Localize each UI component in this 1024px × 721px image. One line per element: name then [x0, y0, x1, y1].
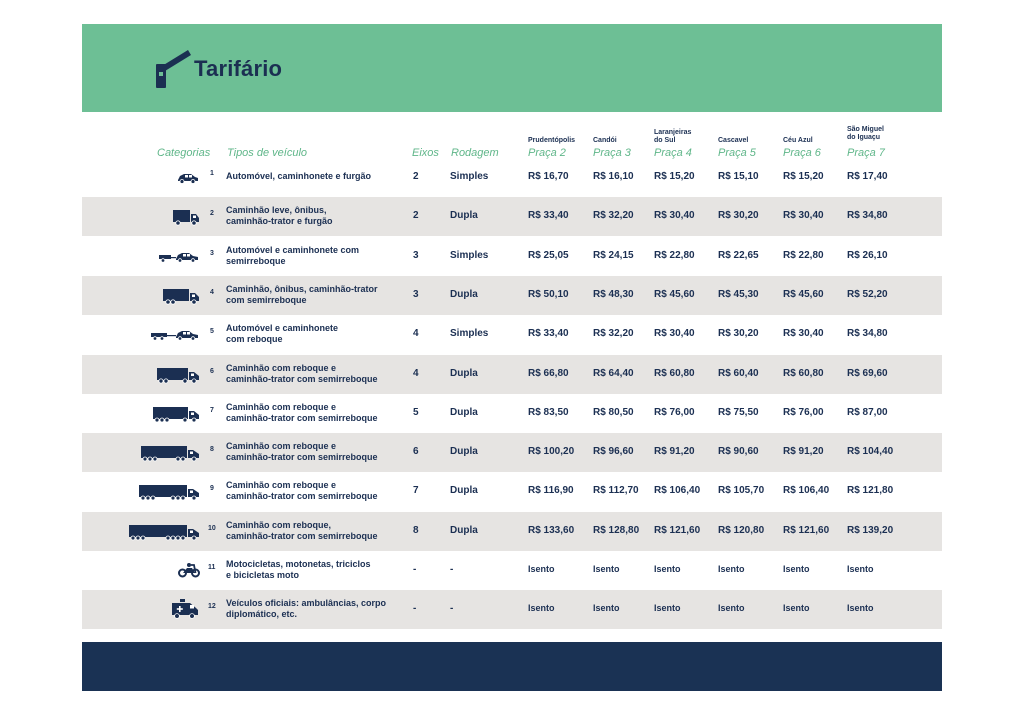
vehicle-description-line: Caminhão com reboque e: [226, 480, 337, 490]
rodagem-value: Dupla: [450, 525, 478, 536]
price-cell: Isento: [718, 564, 745, 574]
praca-city-label: Prudentópolis: [528, 137, 576, 144]
price-cell: R$ 90,60: [718, 446, 759, 457]
eixos-value: 3: [413, 250, 419, 261]
price-cell: R$ 15,10: [718, 171, 759, 182]
price-cell: Isento: [847, 603, 874, 613]
vehicle-description-line: Motocicletas, motonetas, triciclos: [226, 559, 371, 569]
col-rodagem: Rodagem: [451, 147, 499, 159]
eixos-value: 7: [413, 485, 419, 496]
price-cell: R$ 45,60: [654, 289, 695, 300]
vehicle-description-line: caminhão-trator com semirreboque: [226, 531, 378, 541]
price-cell: R$ 106,40: [783, 485, 830, 496]
price-cell: R$ 26,10: [847, 250, 888, 261]
price-cell: R$ 22,65: [718, 250, 759, 261]
vehicle-description-line: Veículos oficiais: ambulâncias, corpo: [226, 598, 387, 608]
price-cell: R$ 83,50: [528, 407, 569, 418]
vehicle-description: [226, 363, 411, 385]
car-icon: [176, 171, 200, 189]
vehicle-description-line: caminhão-trator e furgão: [226, 216, 333, 226]
praca-city-label: Candói: [593, 137, 617, 144]
table-row: [82, 472, 942, 511]
col-tipos-veiculo: Tipos de veículo: [227, 147, 308, 159]
price-cell: R$ 32,20: [593, 210, 634, 221]
price-cell: R$ 96,60: [593, 446, 634, 457]
eixos-value: 2: [413, 171, 419, 182]
price-cell: R$ 116,90: [528, 485, 574, 496]
vehicle-description-line: Caminhão com reboque e: [226, 441, 337, 451]
price-cell: R$ 33,40: [528, 210, 569, 221]
eixos-value: -: [413, 564, 417, 575]
eixos-value: 6: [413, 446, 419, 457]
rodagem-value: -: [450, 564, 454, 575]
page-title: Tarifário: [194, 56, 283, 81]
price-cell: R$ 34,80: [847, 210, 888, 221]
price-cell: R$ 52,20: [847, 289, 888, 300]
price-cell: R$ 112,70: [593, 485, 639, 496]
price-cell: R$ 30,40: [654, 328, 695, 339]
col-praca: Praça 4: [654, 147, 692, 159]
price-cell: R$ 100,20: [528, 446, 575, 457]
vehicle-description-line: Automóvel e caminhonete: [226, 323, 339, 333]
price-cell: R$ 87,00: [847, 407, 888, 418]
praca-city-label: Céu Azul: [783, 137, 813, 144]
vehicle-description: [226, 559, 411, 581]
price-cell: R$ 30,20: [718, 210, 759, 221]
price-cell: R$ 34,80: [847, 328, 888, 339]
category-number: 5: [210, 328, 214, 335]
price-cell: R$ 16,10: [593, 171, 634, 182]
rodagem-value: Dupla: [450, 289, 478, 300]
category-number: 10: [208, 525, 216, 532]
price-cell: R$ 76,00: [654, 407, 695, 418]
price-cell: R$ 32,20: [593, 328, 634, 339]
table-row: [82, 433, 942, 472]
price-cell: R$ 15,20: [654, 171, 695, 182]
ambulance-icon: [170, 599, 200, 624]
table-row: [82, 197, 942, 236]
price-cell: R$ 30,40: [783, 328, 824, 339]
price-cell: R$ 60,80: [654, 368, 695, 379]
vehicle-description-line: Caminhão, ônibus, caminhão-trator: [226, 284, 378, 294]
price-cell: Isento: [783, 564, 810, 574]
price-cell: Isento: [593, 564, 620, 574]
vehicle-description-line: caminhão-trator com semirreboque: [226, 452, 378, 462]
light-truck-icon: [172, 208, 200, 231]
table-row: [82, 315, 942, 354]
col-eixos: Eixos: [412, 147, 439, 159]
truck-5axle-icon: [152, 405, 200, 428]
category-number: 3: [210, 250, 214, 257]
price-cell: R$ 17,40: [847, 171, 888, 182]
price-cell: R$ 60,80: [783, 368, 824, 379]
vehicle-description-line: diplomático, etc.: [226, 609, 298, 619]
price-cell: R$ 91,20: [654, 446, 695, 457]
truck-6axle-icon: [140, 444, 200, 467]
praca-city-label: do Iguaçu: [847, 134, 881, 141]
table-row: [82, 158, 942, 197]
category-number: 1: [210, 170, 214, 177]
price-cell: R$ 75,50: [718, 407, 759, 418]
truck-8axle-icon: [128, 523, 200, 546]
price-cell: R$ 60,40: [718, 368, 759, 379]
rodagem-value: Dupla: [450, 446, 478, 457]
vehicle-description-line: Caminhão com reboque e: [226, 402, 337, 412]
col-praca: Praça 5: [718, 147, 756, 159]
table-row: [82, 394, 942, 433]
price-cell: R$ 104,40: [847, 446, 894, 457]
toll-barrier-icon: [154, 46, 194, 90]
vehicle-description-line: Caminhão com reboque,: [226, 520, 332, 530]
price-cell: Isento: [718, 603, 745, 613]
price-cell: R$ 106,40: [654, 485, 701, 496]
table-row: [82, 512, 942, 551]
price-cell: R$ 48,30: [593, 289, 634, 300]
rodagem-value: Dupla: [450, 368, 478, 379]
eixos-value: 8: [413, 525, 419, 536]
rodagem-value: Simples: [450, 250, 489, 261]
eixos-value: 2: [413, 210, 419, 221]
price-cell: Isento: [528, 603, 555, 613]
truck-7axle-icon: [138, 483, 200, 506]
vehicle-description: [226, 402, 411, 424]
vehicle-description-line: caminhão-trator com semirreboque: [226, 491, 378, 501]
price-cell: Isento: [847, 564, 874, 574]
price-cell: R$ 50,10: [528, 289, 569, 300]
vehicle-description: [226, 171, 411, 182]
price-cell: R$ 105,70: [718, 485, 765, 496]
car-semitrailer-icon: [158, 250, 200, 268]
table-row: [82, 276, 942, 315]
table-row: [82, 237, 942, 276]
vehicle-description-line: semirreboque: [226, 256, 286, 266]
price-cell: R$ 69,60: [847, 368, 888, 379]
rodagem-value: -: [450, 603, 454, 614]
price-cell: R$ 133,60: [528, 525, 575, 536]
category-number: 7: [210, 407, 214, 414]
price-cell: R$ 121,80: [847, 485, 894, 496]
eixos-value: 4: [413, 368, 419, 379]
eixos-value: 5: [413, 407, 419, 418]
vehicle-description: [226, 598, 411, 620]
category-number: 2: [210, 210, 214, 217]
eixos-value: 4: [413, 328, 419, 339]
vehicle-description: [226, 205, 411, 227]
price-cell: R$ 30,40: [654, 210, 695, 221]
price-cell: R$ 15,20: [783, 171, 824, 182]
vehicle-description: [226, 520, 411, 542]
eixos-value: 3: [413, 289, 419, 300]
vehicle-description: [226, 245, 411, 267]
price-cell: R$ 30,40: [783, 210, 824, 221]
rodagem-value: Dupla: [450, 210, 478, 221]
price-cell: Isento: [593, 603, 620, 613]
price-cell: R$ 22,80: [654, 250, 695, 261]
col-categorias: Categorias: [157, 147, 211, 159]
vehicle-description-line: caminhão-trator com semirreboque: [226, 374, 378, 384]
vehicle-description-line: com semirreboque: [226, 295, 307, 305]
category-number: 4: [210, 289, 214, 296]
vehicle-description: [226, 441, 411, 463]
vehicle-description-line: Automóvel e caminhonete com: [226, 245, 360, 255]
price-cell: R$ 128,80: [593, 525, 640, 536]
vehicle-description: [226, 284, 411, 306]
price-cell: R$ 45,60: [783, 289, 824, 300]
vehicle-description-line: Automóvel, caminhonete e furgão: [226, 171, 372, 181]
vehicle-description-line: Caminhão com reboque e: [226, 363, 337, 373]
praca-city-label: do Sul: [654, 137, 676, 144]
vehicle-description-line: e bicicletas moto: [226, 570, 300, 580]
vehicle-description-line: com reboque: [226, 334, 283, 344]
vehicle-description: [226, 480, 411, 502]
vehicle-description: [226, 323, 411, 345]
col-praca: Praça 7: [847, 147, 885, 159]
category-number: 9: [210, 485, 214, 492]
praca-city-label: Cascavel: [718, 137, 749, 144]
table-row: [82, 590, 942, 629]
vehicle-description-line: caminhão-trator com semirreboque: [226, 413, 378, 423]
price-cell: R$ 64,40: [593, 368, 634, 379]
price-cell: R$ 25,05: [528, 250, 569, 261]
col-praca: Praça 3: [593, 147, 631, 159]
rodagem-value: Simples: [450, 328, 489, 339]
praca-city-label: Laranjeiras: [654, 129, 692, 136]
header-banner: [82, 24, 942, 112]
motorcycle-icon: [178, 562, 200, 583]
price-cell: R$ 66,80: [528, 368, 569, 379]
truck-4axle-icon: [156, 366, 200, 389]
price-cell: R$ 24,15: [593, 250, 634, 261]
price-cell: R$ 30,20: [718, 328, 759, 339]
truck-3axle-icon: [162, 287, 200, 310]
car-trailer-icon: [150, 328, 200, 346]
rodagem-value: Dupla: [450, 485, 478, 496]
rodagem-value: Simples: [450, 171, 489, 182]
price-cell: R$ 120,80: [718, 525, 765, 536]
table-row: [82, 551, 942, 590]
price-cell: Isento: [528, 564, 555, 574]
eixos-value: -: [413, 603, 417, 614]
price-cell: R$ 139,20: [847, 525, 894, 536]
price-cell: R$ 33,40: [528, 328, 569, 339]
price-cell: R$ 76,00: [783, 407, 824, 418]
category-number: 8: [210, 446, 214, 453]
price-cell: R$ 91,20: [783, 446, 824, 457]
praca-city-label: São Miguel: [847, 126, 884, 133]
vehicle-description-line: Caminhão leve, ônibus,: [226, 205, 327, 215]
col-praca: Praça 2: [528, 147, 566, 159]
category-number: 6: [210, 368, 214, 375]
price-cell: R$ 80,50: [593, 407, 634, 418]
price-cell: R$ 121,60: [654, 525, 701, 536]
price-cell: Isento: [654, 564, 681, 574]
table-row: [82, 355, 942, 394]
price-cell: R$ 16,70: [528, 171, 569, 182]
price-cell: R$ 45,30: [718, 289, 759, 300]
price-cell: R$ 121,60: [783, 525, 830, 536]
footer-bar: [82, 642, 942, 691]
category-number: 11: [208, 564, 216, 571]
price-cell: Isento: [654, 603, 681, 613]
category-number: 12: [208, 603, 216, 610]
rodagem-value: Dupla: [450, 407, 478, 418]
price-cell: Isento: [783, 603, 810, 613]
price-cell: R$ 22,80: [783, 250, 824, 261]
col-praca: Praça 6: [783, 147, 821, 159]
